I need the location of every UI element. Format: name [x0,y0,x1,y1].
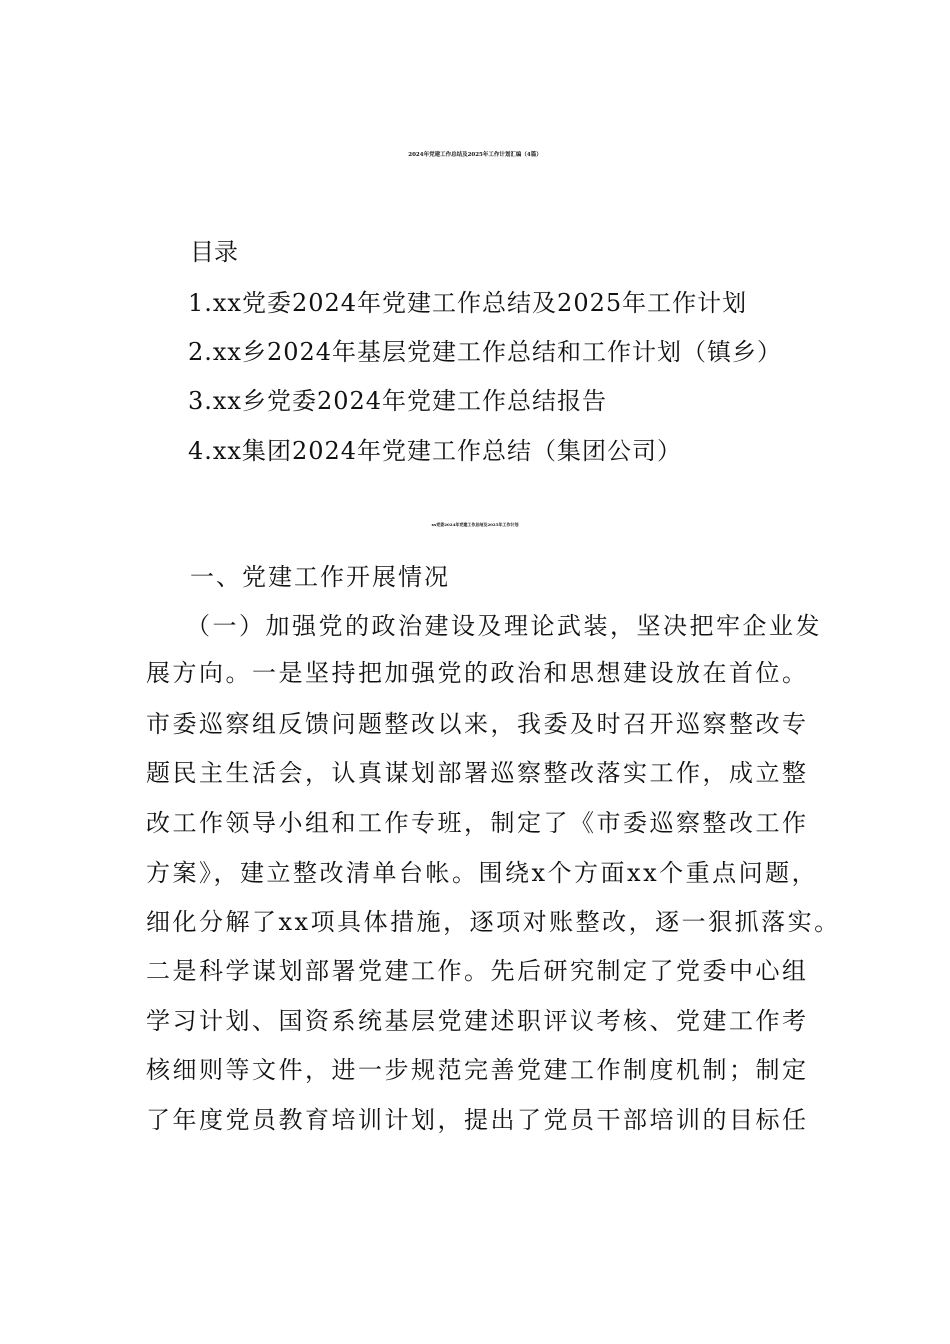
paragraph-line: 细化分解了xx项具体措施，逐项对账整改，逐一狠抓落实。 [146,908,841,936]
section-subheading: 一、党建工作开展情况 [190,563,450,591]
paragraph-line: （一）加强党的政治建设及理论武装，坚决把牢企业发 [186,612,822,640]
toc-item: 4.xx集团2024年党建工作总结（集团公司） [188,437,683,465]
paragraph-line: 核细则等文件，进一步规范完善党建工作制度机制；制定 [146,1056,809,1084]
paragraph-line: 学习计划、国资系统基层党建述职评议考核、党建工作考 [146,1007,809,1035]
section-title: xx党委2024年党建工作总结及2025年工作计划 [431,522,519,527]
toc-item: 3.xx乡党委2024年党建工作总结报告 [188,387,608,415]
toc-item: 2.xx乡2024年基层党建工作总结和工作计划（镇乡） [188,338,783,366]
paragraph-line: 题民主生活会，认真谋划部署巡察整改落实工作，成立整 [146,759,809,787]
paragraph-line: 二是科学谋划部署党建工作。先后研究制定了党委中心组 [146,957,809,985]
toc-heading: 目录 [190,238,238,266]
paragraph-line: 改工作领导小组和工作专班，制定了《市委巡察整改工作 [146,809,809,837]
paragraph-line: 市委巡察组反馈问题整改以来，我委及时召开巡察整改专 [146,710,809,738]
document-title: 2024年党建工作总结及2025年工作计划汇编（4篇） [408,152,542,158]
toc-item: 1.xx党委2024年党建工作总结及2025年工作计划 [188,289,748,317]
paragraph-line: 展方向。一是坚持把加强党的政治和思想建设放在首位。 [146,659,809,687]
paragraph-line: 方案》，建立整改清单台帐。围绕x个方面xx个重点问题， [146,859,819,887]
paragraph-line: 了年度党员教育培训计划，提出了党员干部培训的目标任 [146,1106,809,1134]
